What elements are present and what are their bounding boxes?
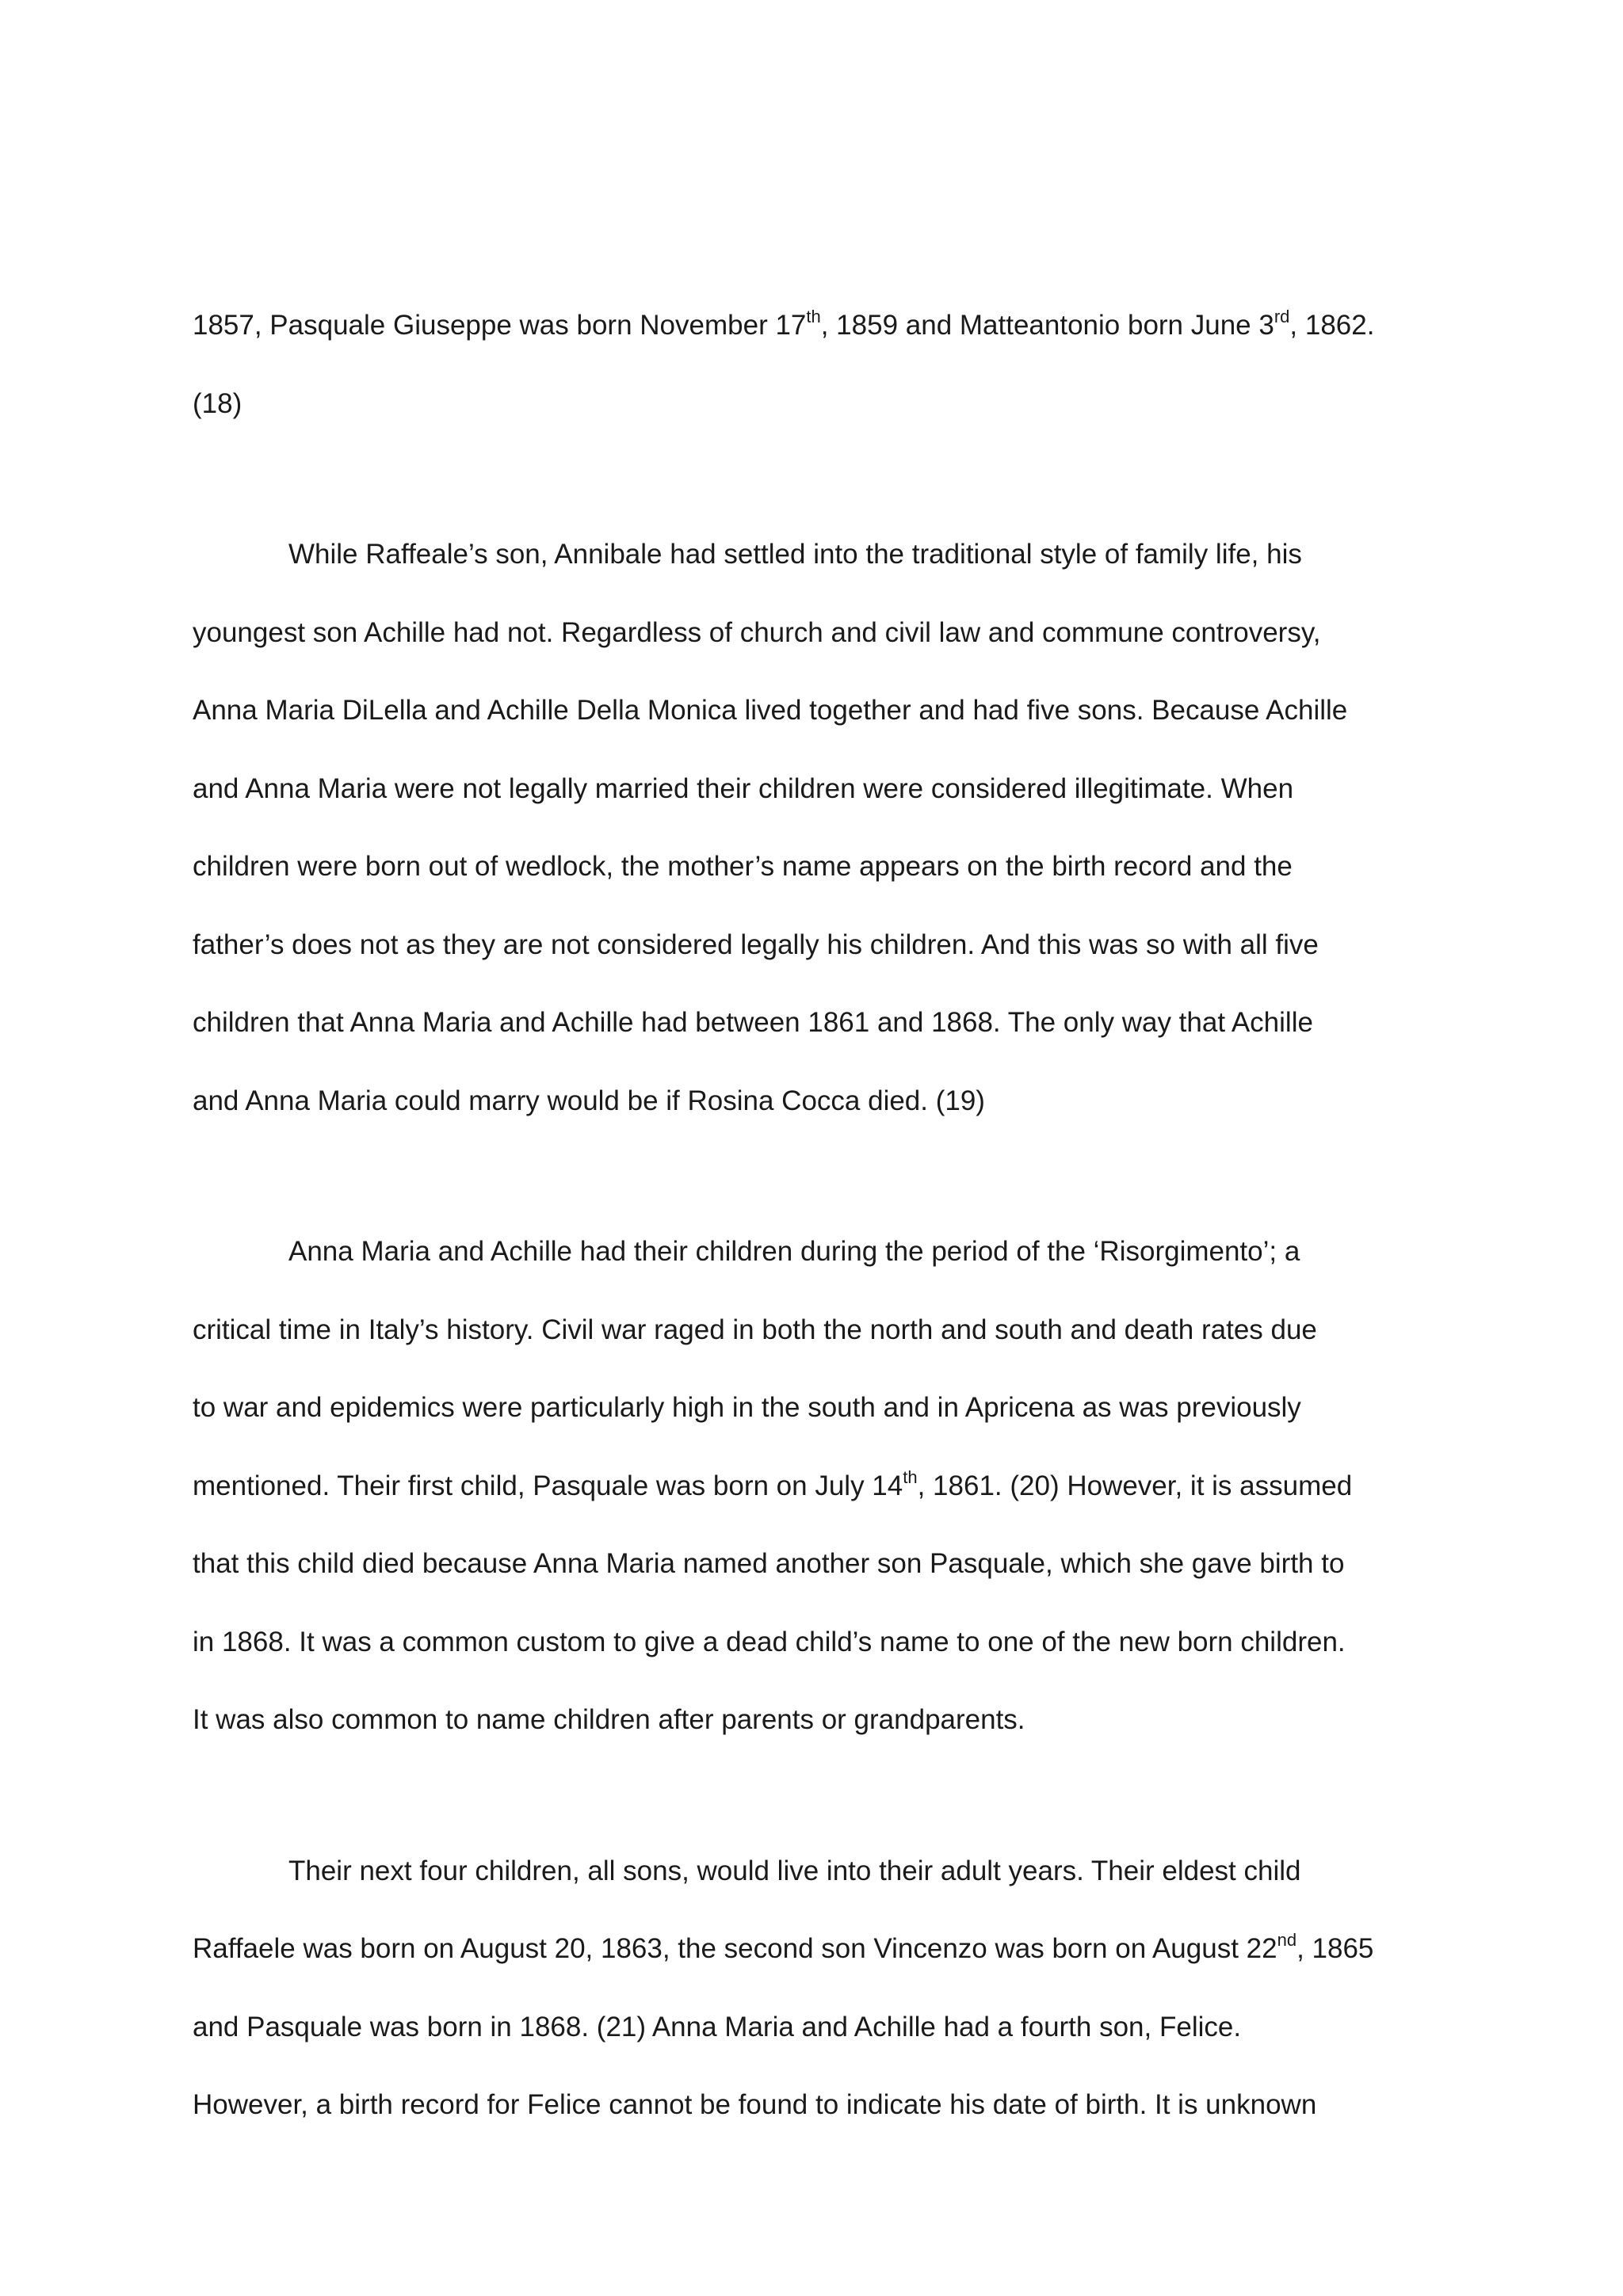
text-line: critical time in Italy’s history. Civil war raged in both the north and south and death rates due: [193, 1314, 1317, 1345]
paragraph-gap: [193, 1140, 1461, 1213]
paragraph: [193, 287, 1461, 443]
paragraph-gap: [193, 443, 1461, 516]
text-line: Raffaele was born on August 20, 1863, the second son Vincenzo was born on August 22nd, 1865: [193, 1930, 1374, 1964]
text-line: However, a birth record for Felice cannot be found to indicate his date of birth. It is unknown: [193, 2089, 1317, 2120]
text-line: father’s does not as they are not considered legally his children. And this was so with all five: [193, 929, 1319, 960]
document-body: [193, 287, 1461, 2145]
text-line: in 1868. It was a common custom to give a dead child’s name to one of the new born children.: [193, 1626, 1346, 1657]
text-line: that this child died because Anna Maria named another son Pasquale, which she gave birth to: [193, 1548, 1345, 1579]
text-line: Anna Maria DiLella and Achille Della Monica lived together and had five sons. Because Achille: [193, 695, 1348, 726]
text-line: to war and epidemics were particularly high in the south and in Apricena as was previously: [193, 1392, 1301, 1423]
text-line: and Anna Maria could marry would be if Rosina Cocca died. (19): [193, 1085, 985, 1116]
text-line: 1857, Pasquale Giuseppe was born November 17th, 1859 and Matteantonio born June 3rd, 1862.: [193, 307, 1375, 341]
text-line: youngest son Achille had not. Regardless of church and civil law and commune controversy,: [193, 616, 1321, 648]
paragraph: [193, 516, 1461, 1140]
paragraph-gap: [193, 1760, 1461, 1833]
text-line: and Pasquale was born in 1868. (21) Anna Maria and Achille had a fourth son, Felice.: [193, 2011, 1242, 2042]
text-line: mentioned. Their first child, Pasquale was born on July 14th, 1861. (20) However, it is assumed: [193, 1466, 1353, 1501]
text-line: (18): [193, 387, 242, 419]
paragraph: [193, 1213, 1461, 1760]
text-line: children that Anna Maria and Achille had between 1861 and 1868. The only way that Achille: [193, 1007, 1313, 1038]
text-line: and Anna Maria were not legally married their children were considered illegitimate. When: [193, 772, 1294, 804]
text-line: Anna Maria and Achille had their children during the period of the ‘Risorgimento’; a: [288, 1236, 1300, 1267]
text-line: It was also common to name children after parents or grandparents.: [193, 1704, 1025, 1735]
text-line: children were born out of wedlock, the mother’s name appears on the birth record and the: [193, 851, 1293, 882]
text-line: Their next four children, all sons, would live into their adult years. Their eldest child: [288, 1855, 1301, 1886]
text-line: While Raffeale’s son, Annibale had settled into the traditional style of family life, his: [288, 539, 1302, 570]
paragraph: [193, 1833, 1461, 2145]
